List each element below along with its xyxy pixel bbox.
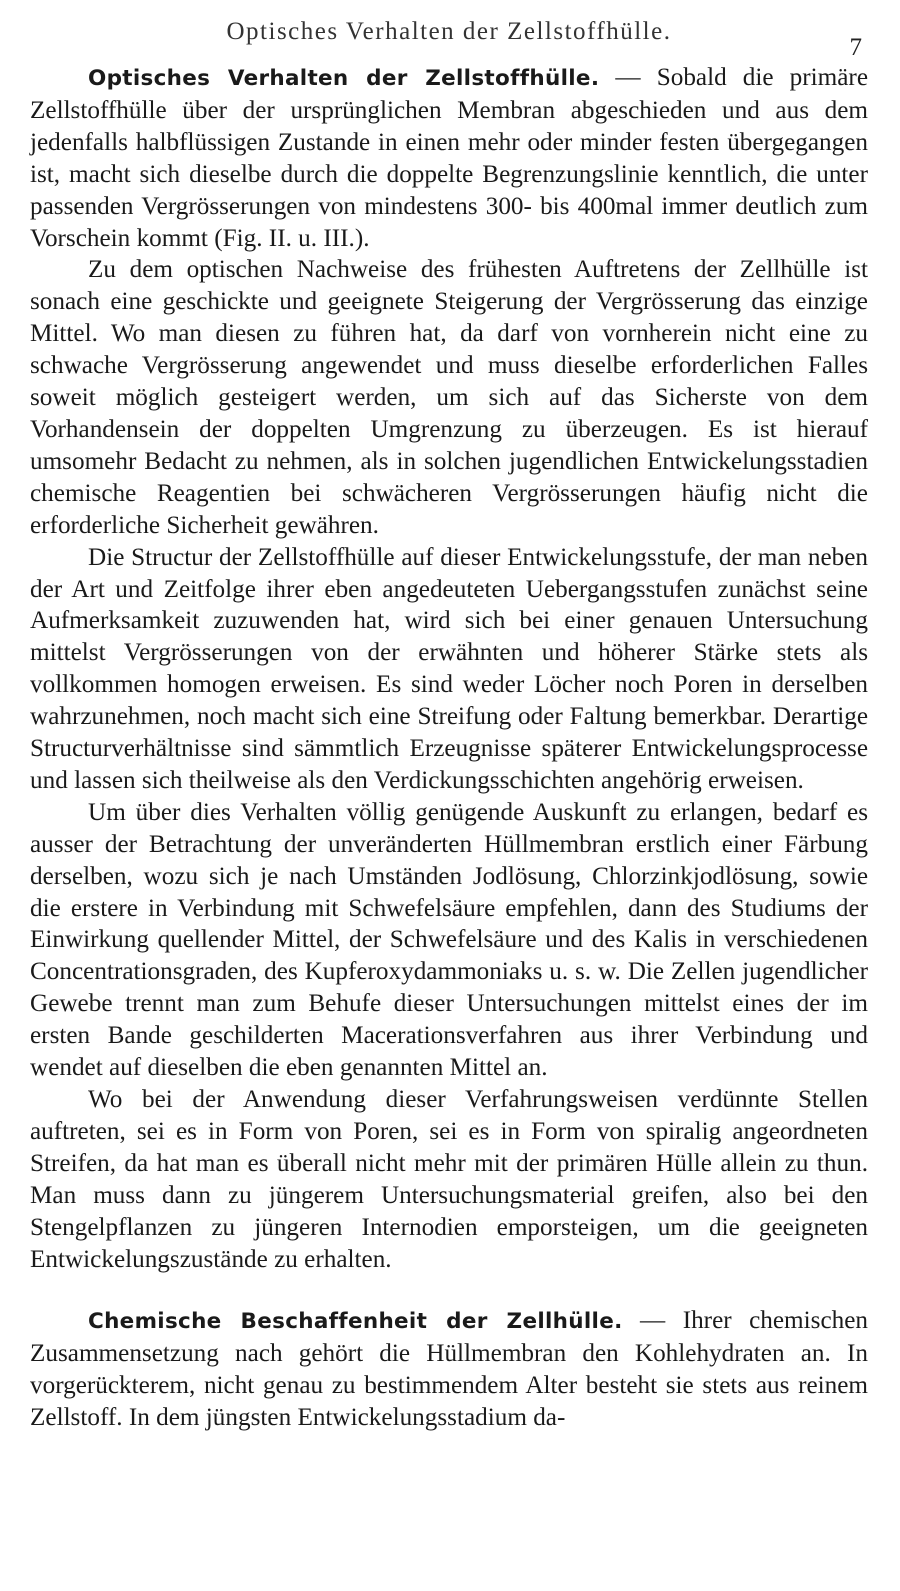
page-number: 7	[849, 34, 862, 61]
running-title: Optisches Verhalten der Zellstoffhülle.	[226, 18, 672, 45]
paragraph: Wo bei der Anwendung dieser Verfahrungsweisen verdünnte Stellen auftreten, sei es in Form von Poren, sei es in Form von spiralig angeordneten Streifen, da hat man es überall nicht mehr mit der primären Hülle allein zu thun. Man muss dann zu jüngerem Untersuchungsmaterial greifen, also bei den Stengelpflanzen zu jüngeren Internodien emporsteigen, um die geeigneten Entwickelungszustände zu erhalten.	[30, 1086, 868, 1273]
section-heading-chemical: Chemische Beschaffenheit der Zellhülle.	[88, 1309, 623, 1335]
paragraph: Optisches Verhalten der Zellstoffhülle. — Sobald die primäre Zellstoffhülle über der ursprünglichen Membran abgeschieden und aus dem jedenfalls halbflüssigen Zustande in einen mehr oder minder festen übergegangen ist, macht sich dieselbe durch die doppelte Begrenzungslinie kenntlich, die unter passenden Vergrösserungen von mindestens 300- bis 400mal immer deutlich zum Vorschein kommt (Fig. II. u. III.).	[30, 64, 869, 252]
section-gap	[30, 1275, 868, 1305]
paragraph: Zu dem optischen Nachweise des frühesten Auftretens der Zellhülle ist sonach eine geschickte und geeignete Steigerung der Vergrösserung das einzige Mittel. Wo man diesen zu führen hat, da darf von vornherein nicht eine zu schwache Vergrösserung angewendet und muss dieselbe erforderlichen Falles soweit möglich gesteigert werden, um sich auf das Sicherste von dem Vorhandensein der doppelten Umgrenzung zu überzeugen. Es ist hierauf umsomehr Bedacht zu nehmen, als in solchen jugendlichen Entwickelungsstadien chemische Reagentien bei schwächeren Vergrösserungen häufig nicht die erforderliche Sicherheit gewähren.	[30, 256, 868, 539]
paragraph-text: Sobald die primäre Zellstoffhülle über der ursprünglichen Membran abgeschieden und aus dem jedenfalls halbflüssigen Zustande in einen mehr oder minder festen übergegangen ist, macht sich dieselbe durch die doppelte Begrenzungslinie kenntlich, die unter passenden Vergrösserungen von mindestens 300- bis 400mal immer deutlich zum Vorschein kommt (Fig. II. u. III.).	[30, 64, 869, 252]
paragraph-text: Ihrer chemischen Zusammensetzung nach gehört die Hüllmembran den Kohlehydraten an. In vorgerückterem, nicht genau zu bestimmendem Alter besteht sie stets aus reinem Zellstoff. In dem jüngsten Entwickelungsstadium da-	[30, 1307, 868, 1432]
paragraph: Um über dies Verhalten völlig genügende Auskunft zu erlangen, bedarf es ausser der Betrachtung der unveränderten Hüllmembran erstlich einer Färbung derselben, wozu sich je nach Umständen Jodlösung, Chlorzinkjodlösung, sowie die erstere in Verbindung mit Schwefelsäure empfehlen, dann des Studiums der Einwirkung quellender Mittel, der Schwefelsäure und des Kalis in verschiedenen Concentrationsgraden, des Kupferoxydammoniaks u. s. w. Die Zellen jugendlicher Gewebe trennt man zum Behufe dieser Untersuchungen mittelst eines der im ersten Bande geschilderten Macerationsverfahren aus ihrer Verbindung und wendet auf dieselben die eben genannten Mittel an.	[30, 798, 868, 1082]
paragraph: Chemische Beschaffenheit der Zellhülle. — Ihrer chemischen Zusammensetzung nach gehört die Hüllmembran den Kohlehydraten an. In vorgerückterem, nicht genau zu bestimmendem Alter besteht sie stets aus reinem Zellstoff. In dem jüngsten Entwickelungsstadium da-	[30, 1307, 868, 1432]
running-head	[30, 14, 868, 62]
section-heading-optical: Optisches Verhalten der Zellstoffhülle.	[88, 66, 600, 91]
paragraph: Die Structur der Zellstoffhülle auf dieser Entwickelungsstufe, der man neben der Art und Zeitfolge ihrer eben angedeuteten Uebergangsstufen zunächst seine Aufmerksamkeit zuzuwenden hat, wird sich bei einer genauen Untersuchung mittelst Vergrösserungen von der erwähnten und höherer Stärke stets als vollkommen homogen erweisen. Es sind weder Löcher noch Poren in derselben wahrzunehmen, noch macht sich eine Streifung oder Faltung bemerkbar. Derartige Structurverhältnisse sind sämmtlich Erzeugnisse späterer Entwickelungsprocesse und lassen sich theilweise als den Verdickungsschichten angehörig erweisen.	[30, 543, 868, 794]
